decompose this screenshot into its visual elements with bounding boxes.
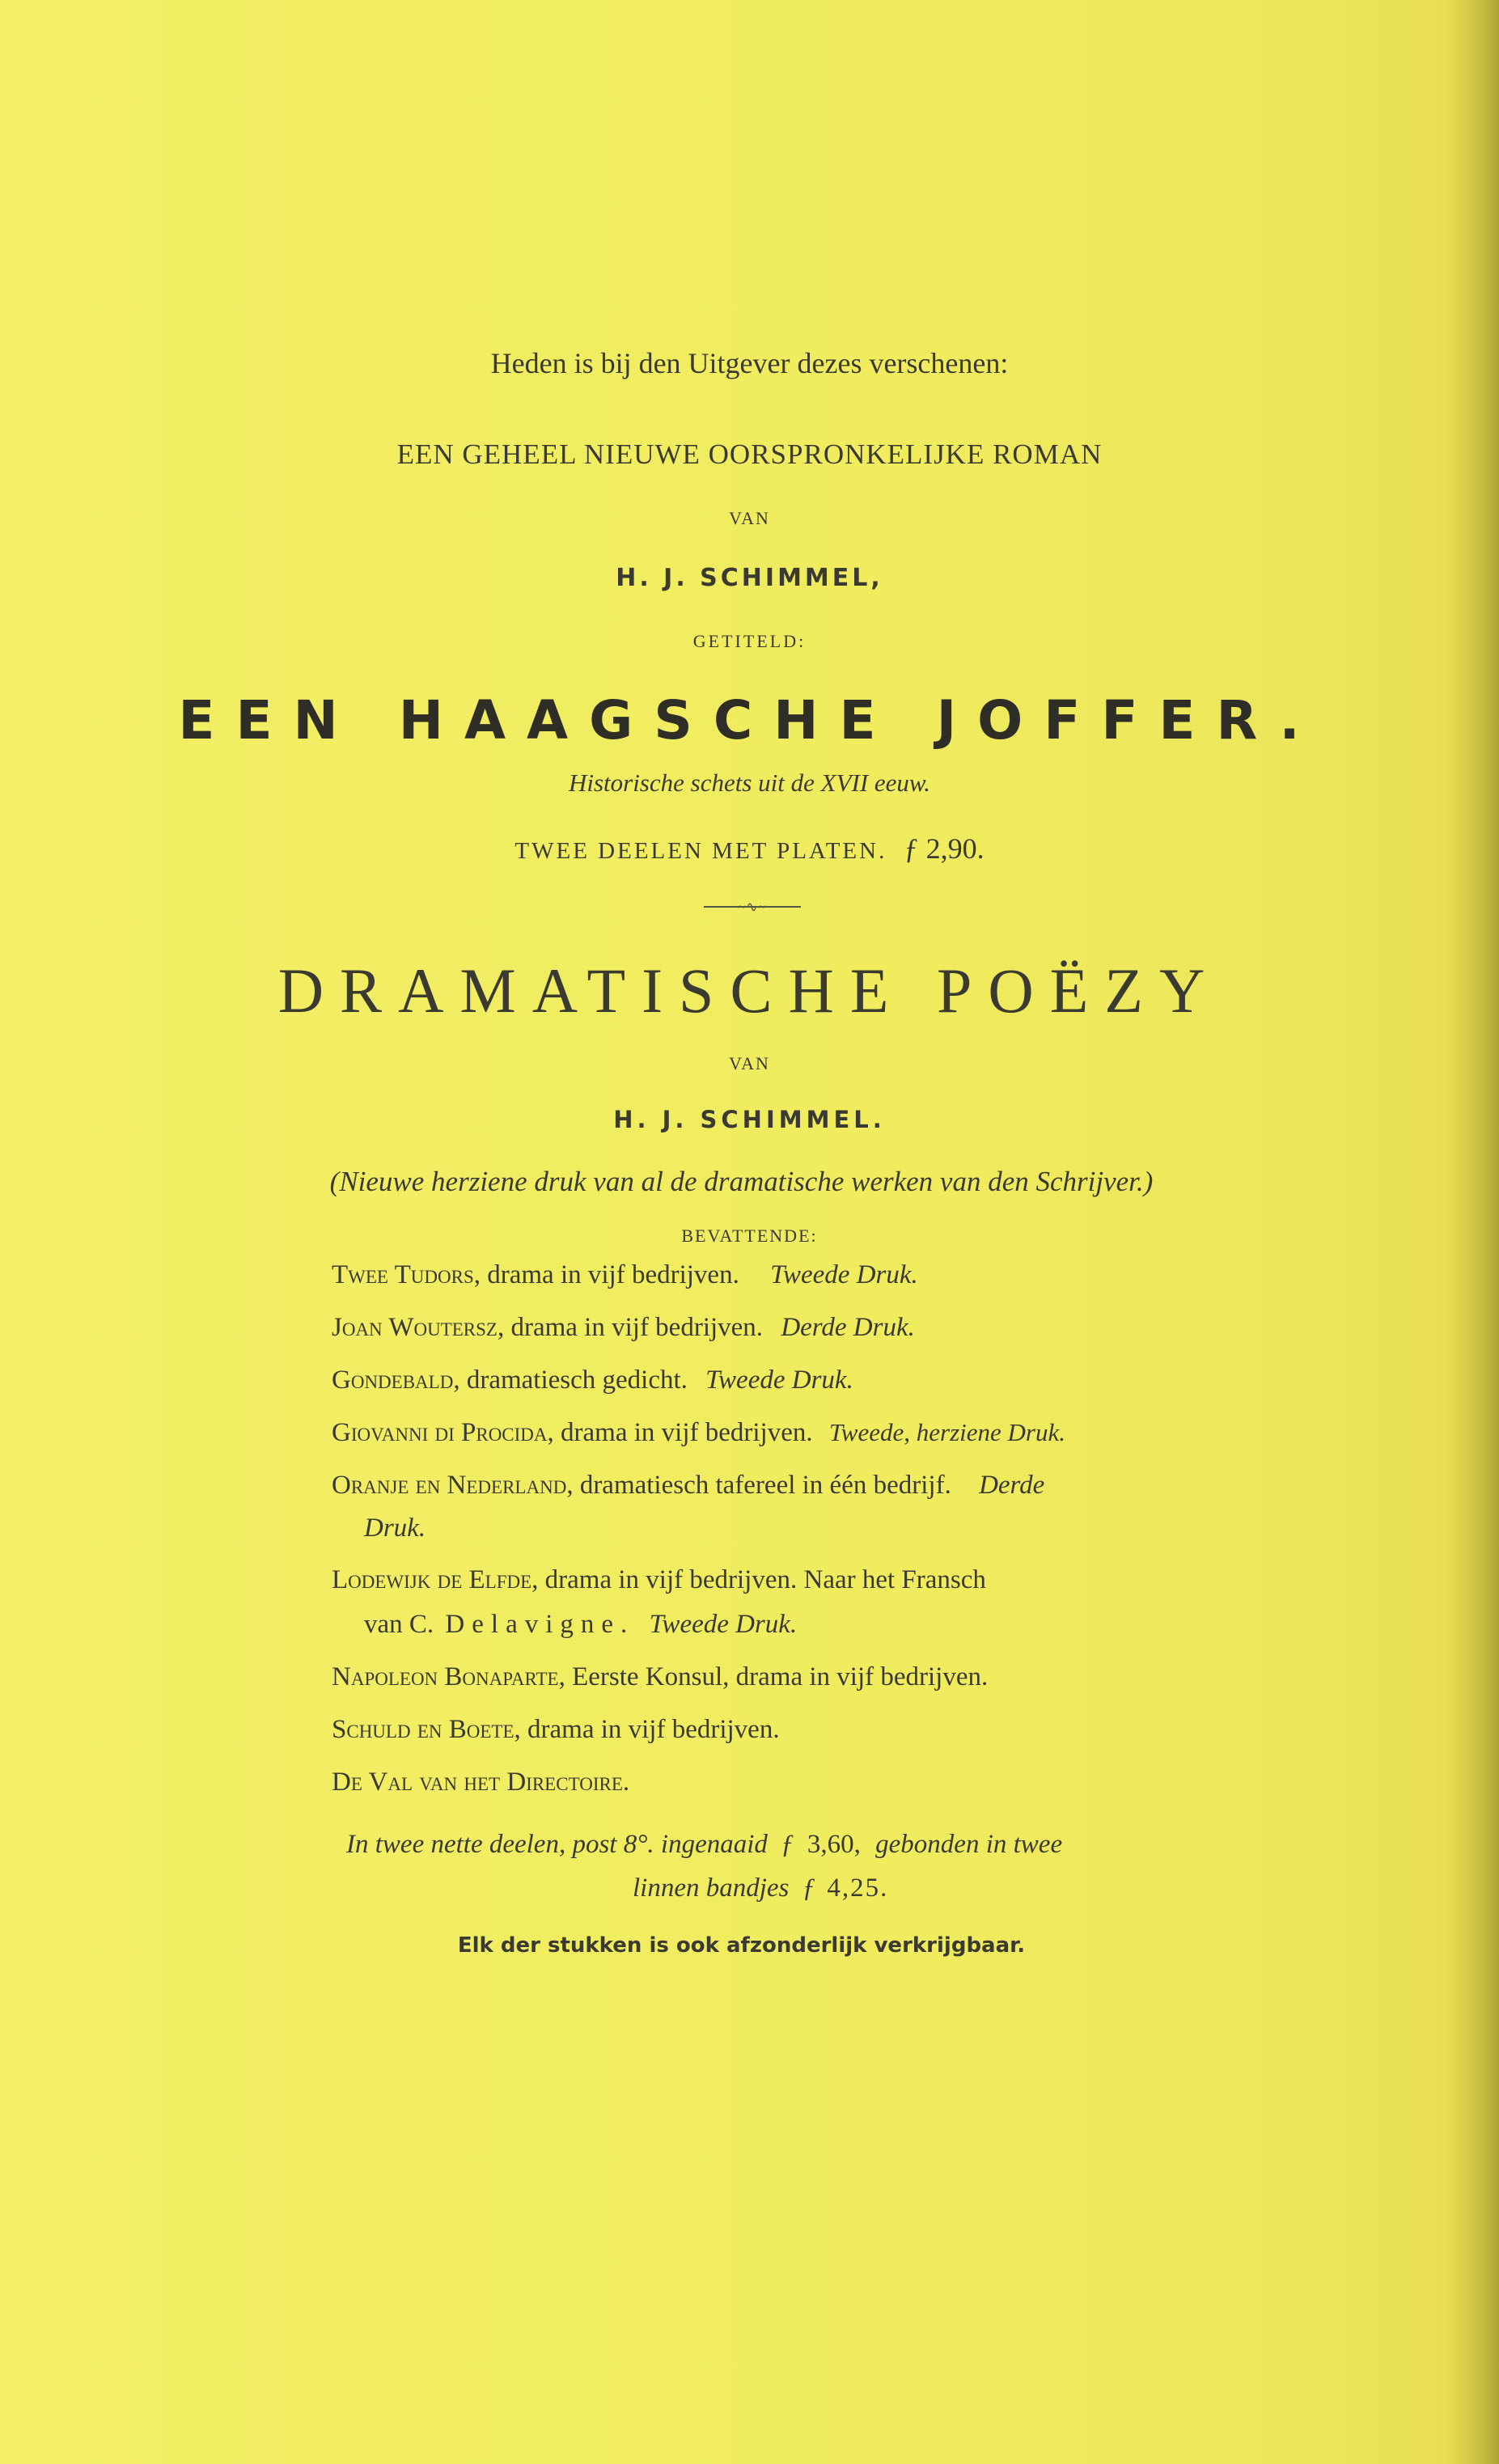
binding-text-2: gebonden in twee [875,1830,1063,1859]
edition-note: (Nieuwe herziene druk van al de dramatische werken van den Schrijver.) [329,1166,1154,1197]
work-author: Delavigne. [445,1610,635,1639]
price-paper: 3,60, [807,1830,861,1859]
list-item [332,1715,780,1745]
price-line-2 [633,1873,888,1903]
work-desc: , dramatiesch gedicht. [453,1365,688,1395]
work-desc: , drama in vijf bedrijven. [547,1418,813,1447]
list-item [332,1471,1044,1501]
list-item [332,1260,918,1290]
book-title: EEN HAAGSCHE JOFFER. [178,689,1321,751]
work-title: Giovanni di Procida [332,1418,548,1447]
list-item-continued [364,1610,797,1640]
work-title: Gondebald [332,1365,454,1395]
list-item [332,1365,853,1395]
work-druk: Tweede, herziene Druk. [828,1418,1065,1446]
binding-text-3: linnen bandjes [633,1873,790,1903]
bevattende-label: BEVATTENDE: [681,1226,818,1246]
work-desc: van C. [364,1610,434,1639]
work-desc: , dramatiesch tafereel in één bedrijf. [566,1471,951,1500]
binding-text: In twee nette deelen, post 8°. ingenaaid [346,1830,768,1859]
work-title: Joan Woutersz [332,1313,498,1342]
list-item [332,1565,986,1595]
section-title: DRAMATISCHE POËZY [277,955,1222,1026]
work-druk-continued: Druk. [364,1514,426,1543]
work-title: Oranje en Nederland [332,1471,567,1500]
work-desc: , drama in vijf bedrijven. [514,1715,780,1744]
availability-note: Elk der stukken is ook afzonderlijk verkrijgbaar. [457,1933,1026,1958]
work-title: Schuld en Boete [332,1715,514,1744]
list-item [332,1662,988,1692]
work-title: Lodewijk de Elfde [332,1565,532,1594]
work-druk: Tweede Druk. [770,1260,918,1289]
work-druk: Derde Druk. [781,1313,915,1342]
getiteld-label: GETITELD: [692,631,807,651]
work-druk: Tweede Druk. [705,1365,853,1395]
list-item: De Val van het Directoire. [332,1768,630,1797]
author-name: H. J. SCHIMMEL, [616,564,883,592]
book-subtitle: Historische schets uit de XVII eeuw. [568,768,931,797]
florin-sign: ƒ [781,1830,794,1859]
van-label: VAN [729,508,770,528]
edition-line [0,832,1499,866]
price-line [346,1830,1062,1860]
work-druk: Derde [979,1471,1045,1500]
rule-ornament: ~∿~ [738,899,766,915]
work-title: Twee Tudors [332,1260,474,1289]
list-item [332,1313,915,1343]
work-druk: Tweede Druk. [649,1610,798,1639]
work-desc: , Eerste Konsul, drama in vijf bedrijven. [558,1662,989,1691]
work-desc: , drama in vijf bedrijven. [473,1260,739,1289]
work-desc: , drama in vijf bedrijven. [497,1313,764,1342]
price: ƒ 2,90. [904,832,985,865]
florin-sign: ƒ [802,1873,816,1903]
intro-line: Heden is bij den Uitgever dezes verschenen: [490,347,1009,379]
section-author: H. J. SCHIMMEL. [613,1106,886,1133]
section-van: VAN [729,1053,770,1073]
work-title: Napoleon Bonaparte [332,1662,559,1691]
price-bound: 4,25. [827,1873,889,1903]
novel-type: EEN GEHEEL NIEUWE OORSPRONKELIJKE ROMAN [396,438,1103,470]
list-item [332,1418,1065,1448]
edition-text: TWEE DEELEN MET PLATEN. [514,838,887,864]
work-desc: , drama in vijf bedrijven. Naar het Fransch [531,1565,986,1594]
